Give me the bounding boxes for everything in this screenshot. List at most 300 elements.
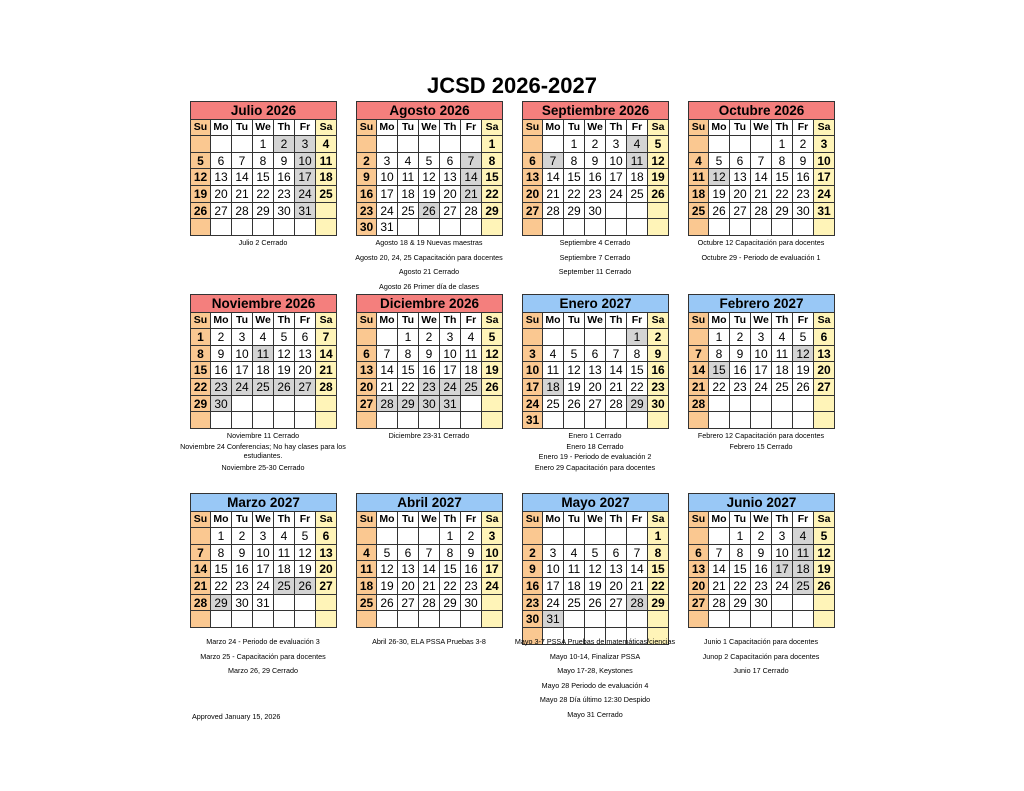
empty-cell [419, 528, 440, 545]
day-cell: 10 [482, 545, 503, 562]
month-title: Noviembre 2026 [191, 295, 337, 313]
weekday-label: We [751, 512, 772, 528]
note-line: Septiembre 4 Cerrado [559, 238, 631, 247]
empty-cell [253, 412, 274, 429]
day-cell: 4 [316, 136, 337, 153]
day-cell: 27 [357, 396, 377, 413]
empty-cell [419, 611, 440, 628]
empty-cell [357, 528, 377, 545]
weekday-label: Tu [232, 512, 253, 528]
day-cell: 1 [627, 329, 648, 346]
empty-cell [730, 412, 751, 429]
day-cell: 3 [232, 329, 253, 346]
day-cell: 3 [751, 329, 772, 346]
day-cell: 28 [191, 595, 211, 612]
day-cell: 27 [398, 595, 419, 612]
weekday-label: Sa [814, 512, 835, 528]
day-cell: 13 [730, 169, 751, 186]
day-cell: 11 [689, 169, 709, 186]
empty-cell [627, 611, 648, 628]
empty-cell [793, 219, 814, 236]
empty-cell [232, 396, 253, 413]
month-title: Julio 2026 [191, 102, 337, 120]
empty-cell [316, 203, 337, 220]
note-line: Abril 26-30, ELA PSSA Pruebas 3-8 [372, 637, 486, 646]
empty-cell [606, 412, 627, 429]
day-cell: 17 [232, 362, 253, 379]
day-cell: 9 [211, 346, 232, 363]
day-cell: 9 [648, 346, 669, 363]
month-title: Septiembre 2026 [523, 102, 669, 120]
empty-cell [606, 203, 627, 220]
day-cell: 30 [523, 611, 543, 628]
month-title: Diciembre 2026 [357, 295, 503, 313]
day-cell: 8 [440, 545, 461, 562]
day-cell: 15 [709, 362, 730, 379]
day-cell: 5 [419, 153, 440, 170]
weekday-label: Th [440, 120, 461, 136]
weekday-label: Mo [709, 313, 730, 329]
empty-cell [232, 136, 253, 153]
day-cell: 2 [793, 136, 814, 153]
day-cell: 24 [772, 578, 793, 595]
day-cell: 22 [709, 379, 730, 396]
day-cell: 28 [232, 203, 253, 220]
weekday-label: We [751, 120, 772, 136]
day-cell: 15 [211, 561, 232, 578]
weekday-label: Sa [482, 313, 503, 329]
weekday-label: Fr [461, 120, 482, 136]
day-cell: 21 [627, 578, 648, 595]
day-cell: 12 [274, 346, 295, 363]
day-cell: 4 [274, 528, 295, 545]
weekday-label: Sa [482, 512, 503, 528]
day-cell: 6 [316, 528, 337, 545]
month-title: Octubre 2026 [689, 102, 835, 120]
day-cell: 14 [689, 362, 709, 379]
day-cell: 24 [440, 379, 461, 396]
empty-cell [211, 412, 232, 429]
weekday-label: We [585, 512, 606, 528]
weekday-label: Su [357, 512, 377, 528]
day-cell: 28 [709, 595, 730, 612]
note-line: Noviembre 24 Conferencias; No hay clases para los estudiantes. [180, 441, 346, 460]
empty-cell [627, 412, 648, 429]
day-cell: 5 [482, 329, 503, 346]
day-cell: 1 [253, 136, 274, 153]
empty-cell [211, 219, 232, 236]
day-cell: 7 [689, 346, 709, 363]
month-7 [522, 294, 669, 429]
weekday-label: Mo [377, 313, 398, 329]
day-cell: 30 [419, 396, 440, 413]
day-cell: 22 [627, 379, 648, 396]
day-cell: 25 [316, 186, 337, 203]
empty-cell [274, 396, 295, 413]
day-cell: 10 [232, 346, 253, 363]
empty-cell [316, 611, 337, 628]
day-cell: 25 [793, 578, 814, 595]
weekday-label: Mo [211, 120, 232, 136]
weekday-label: We [419, 313, 440, 329]
day-cell: 25 [461, 379, 482, 396]
empty-cell [751, 396, 772, 413]
empty-cell [751, 412, 772, 429]
empty-cell [606, 329, 627, 346]
day-cell: 27 [814, 379, 835, 396]
month-2 [356, 101, 503, 236]
day-cell: 26 [648, 186, 669, 203]
empty-cell [793, 595, 814, 612]
note-line: Marzo 24 - Periodo de evaluación 3 [206, 637, 320, 646]
day-cell: 25 [564, 595, 585, 612]
day-cell: 5 [585, 545, 606, 562]
calendar-title: JCSD 2026-2027 [426, 73, 597, 98]
day-cell: 21 [191, 578, 211, 595]
day-cell: 6 [440, 153, 461, 170]
weekday-label: Su [357, 313, 377, 329]
empty-cell [191, 136, 211, 153]
day-cell: 22 [398, 379, 419, 396]
day-cell: 8 [398, 346, 419, 363]
day-cell: 5 [377, 545, 398, 562]
day-cell: 28 [751, 203, 772, 220]
day-cell: 16 [793, 169, 814, 186]
empty-cell [377, 412, 398, 429]
day-cell: 19 [564, 379, 585, 396]
empty-cell [585, 611, 606, 628]
day-cell: 13 [814, 346, 835, 363]
note-line: Mayo 28 Periodo de evaluación 4 [541, 680, 649, 690]
weekday-label: Fr [461, 313, 482, 329]
day-cell: 26 [793, 379, 814, 396]
day-cell: 3 [772, 528, 793, 545]
empty-cell [648, 203, 669, 220]
day-cell: 1 [772, 136, 793, 153]
weekday-label: Sa [648, 120, 669, 136]
weekday-label: Fr [627, 313, 648, 329]
weekday-label: Tu [398, 512, 419, 528]
day-cell: 27 [295, 379, 316, 396]
day-cell: 20 [523, 186, 543, 203]
empty-cell [440, 611, 461, 628]
day-cell: 5 [564, 346, 585, 363]
weekday-label: Th [606, 120, 627, 136]
day-cell: 20 [295, 362, 316, 379]
weekday-label: Fr [461, 512, 482, 528]
empty-cell [772, 595, 793, 612]
weekday-label: Mo [377, 512, 398, 528]
weekday-label: Tu [730, 313, 751, 329]
month-title: Abril 2027 [357, 494, 503, 512]
day-cell: 22 [191, 379, 211, 396]
empty-cell [730, 219, 751, 236]
note-line: Mayo 3-7 PSSA Pruebas de matemáticas/ciencias [514, 637, 676, 646]
weekday-label: Su [191, 120, 211, 136]
empty-cell [772, 412, 793, 429]
day-cell: 7 [461, 153, 482, 170]
weekday-label: Fr [295, 313, 316, 329]
day-cell: 27 [316, 578, 337, 595]
weekday-label: Tu [398, 313, 419, 329]
day-cell: 16 [357, 186, 377, 203]
day-cell: 8 [772, 153, 793, 170]
empty-cell [440, 219, 461, 236]
day-cell: 11 [253, 346, 274, 363]
day-cell: 6 [398, 545, 419, 562]
weekday-label: Mo [543, 512, 564, 528]
day-cell: 17 [482, 561, 503, 578]
day-cell: 30 [648, 396, 669, 413]
month-3 [522, 101, 669, 236]
day-cell: 5 [814, 528, 835, 545]
day-cell: 8 [709, 346, 730, 363]
day-cell: 5 [295, 528, 316, 545]
day-cell: 13 [295, 346, 316, 363]
day-cell: 5 [191, 153, 211, 170]
day-cell: 13 [585, 362, 606, 379]
day-cell: 26 [564, 396, 585, 413]
month-4 [688, 101, 835, 236]
day-cell: 11 [543, 362, 564, 379]
day-cell: 29 [211, 595, 232, 612]
day-cell: 30 [585, 203, 606, 220]
day-cell: 2 [211, 329, 232, 346]
empty-cell [689, 329, 709, 346]
empty-cell [316, 219, 337, 236]
day-cell: 23 [274, 186, 295, 203]
weekday-label: Su [689, 313, 709, 329]
day-cell: 12 [482, 346, 503, 363]
day-cell: 21 [751, 186, 772, 203]
empty-cell [377, 136, 398, 153]
day-cell: 30 [793, 203, 814, 220]
day-cell: 16 [211, 362, 232, 379]
day-cell: 24 [482, 578, 503, 595]
day-cell: 27 [730, 203, 751, 220]
empty-cell [814, 595, 835, 612]
day-cell: 15 [772, 169, 793, 186]
day-cell: 7 [191, 545, 211, 562]
weekday-label: Su [357, 120, 377, 136]
day-cell: 16 [461, 561, 482, 578]
empty-cell [564, 219, 585, 236]
empty-cell [211, 136, 232, 153]
weekday-label: Su [523, 120, 543, 136]
day-cell: 26 [709, 203, 730, 220]
day-cell: 24 [543, 595, 564, 612]
empty-cell [253, 219, 274, 236]
day-cell: 8 [482, 153, 503, 170]
day-cell: 31 [543, 611, 564, 628]
empty-cell [398, 528, 419, 545]
empty-cell [440, 412, 461, 429]
day-cell: 11 [627, 153, 648, 170]
day-cell: 5 [648, 136, 669, 153]
day-cell: 14 [461, 169, 482, 186]
empty-cell [357, 136, 377, 153]
day-cell: 23 [419, 379, 440, 396]
day-cell: 26 [585, 595, 606, 612]
day-cell: 6 [295, 329, 316, 346]
day-cell: 29 [564, 203, 585, 220]
note-line: Mayo 31 Cerrado [567, 709, 623, 719]
day-cell: 9 [357, 169, 377, 186]
day-cell: 11 [357, 561, 377, 578]
day-cell: 1 [440, 528, 461, 545]
day-cell: 29 [253, 203, 274, 220]
note-line: Mayo 17-28, Keystones [557, 666, 633, 675]
day-cell: 28 [606, 396, 627, 413]
day-cell: 9 [232, 545, 253, 562]
empty-cell [689, 528, 709, 545]
empty-cell [523, 329, 543, 346]
day-cell: 1 [730, 528, 751, 545]
empty-cell [751, 611, 772, 628]
day-cell: 29 [191, 396, 211, 413]
empty-cell [564, 412, 585, 429]
day-cell: 21 [232, 186, 253, 203]
empty-cell [274, 611, 295, 628]
day-cell: 14 [606, 362, 627, 379]
day-cell: 2 [648, 329, 669, 346]
day-cell: 28 [419, 595, 440, 612]
day-cell: 3 [543, 545, 564, 562]
empty-cell [253, 396, 274, 413]
empty-cell [689, 412, 709, 429]
weekday-label: Tu [730, 512, 751, 528]
empty-cell [689, 611, 709, 628]
day-cell: 11 [398, 169, 419, 186]
month-title: Febrero 2027 [689, 295, 835, 313]
day-cell: 31 [523, 412, 543, 429]
empty-cell [419, 136, 440, 153]
empty-cell [316, 396, 337, 413]
day-cell: 11 [461, 346, 482, 363]
note-line: Febrero 12 Capacitación para docentes [697, 431, 825, 440]
note-line: Enero 1 Cerrado [568, 431, 622, 440]
day-cell: 19 [274, 362, 295, 379]
day-cell: 7 [606, 346, 627, 363]
empty-cell [440, 136, 461, 153]
day-cell: 23 [585, 186, 606, 203]
day-cell: 15 [564, 169, 585, 186]
empty-cell [627, 528, 648, 545]
day-cell: 25 [543, 396, 564, 413]
note-line: Junop 2 Capacitación para docentes [702, 651, 820, 661]
day-cell: 4 [357, 545, 377, 562]
day-cell: 28 [689, 396, 709, 413]
day-cell: 17 [377, 186, 398, 203]
day-cell: 2 [274, 136, 295, 153]
day-cell: 14 [751, 169, 772, 186]
day-cell: 19 [191, 186, 211, 203]
day-cell: 19 [482, 362, 503, 379]
weekday-label: Th [772, 512, 793, 528]
day-cell: 7 [751, 153, 772, 170]
weekday-label: Th [274, 313, 295, 329]
day-cell: 13 [689, 561, 709, 578]
day-cell: 23 [648, 379, 669, 396]
day-cell: 20 [316, 561, 337, 578]
day-cell: 19 [793, 362, 814, 379]
day-cell: 1 [398, 329, 419, 346]
weekday-label: Su [191, 512, 211, 528]
day-cell: 20 [730, 186, 751, 203]
weekday-label: Fr [793, 313, 814, 329]
day-cell: 2 [585, 136, 606, 153]
empty-cell [751, 219, 772, 236]
empty-cell [232, 219, 253, 236]
weekday-label: Tu [232, 313, 253, 329]
empty-cell [232, 412, 253, 429]
day-cell: 10 [253, 545, 274, 562]
day-cell: 19 [295, 561, 316, 578]
weekday-label: We [253, 120, 274, 136]
empty-cell [191, 412, 211, 429]
empty-cell [461, 219, 482, 236]
day-cell: 18 [543, 379, 564, 396]
weekday-label: Th [772, 313, 793, 329]
note-line: Enero 29 Capacitación para docentes [534, 462, 656, 472]
weekday-label: Fr [793, 512, 814, 528]
day-cell: 25 [772, 379, 793, 396]
weekday-label: Mo [543, 313, 564, 329]
day-cell: 25 [274, 578, 295, 595]
day-cell: 9 [730, 346, 751, 363]
month-title: Agosto 2026 [357, 102, 503, 120]
day-cell: 23 [793, 186, 814, 203]
empty-cell [543, 528, 564, 545]
empty-cell [564, 528, 585, 545]
day-cell: 17 [295, 169, 316, 186]
empty-cell [606, 219, 627, 236]
day-cell: 25 [253, 379, 274, 396]
empty-cell [316, 412, 337, 429]
day-cell: 27 [523, 203, 543, 220]
weekday-label: We [585, 120, 606, 136]
day-cell: 14 [191, 561, 211, 578]
day-cell: 14 [543, 169, 564, 186]
day-cell: 15 [398, 362, 419, 379]
empty-cell [295, 595, 316, 612]
note-line: Diciembre 23-31 Cerrado [388, 431, 470, 440]
day-cell: 28 [461, 203, 482, 220]
empty-cell [793, 611, 814, 628]
weekday-label: Th [606, 512, 627, 528]
note-line: Marzo 25 - Capacitación para docentes [200, 651, 326, 661]
empty-cell [585, 528, 606, 545]
day-cell: 4 [689, 153, 709, 170]
day-cell: 17 [543, 578, 564, 595]
empty-cell [627, 219, 648, 236]
note-line: Junio 1 Capacitación para docentes [703, 637, 819, 646]
day-cell: 30 [232, 595, 253, 612]
month-12 [688, 493, 835, 628]
weekday-label: Sa [648, 313, 669, 329]
day-cell: 18 [253, 362, 274, 379]
day-cell: 31 [377, 219, 398, 236]
empty-cell [398, 219, 419, 236]
day-cell: 26 [482, 379, 503, 396]
day-cell: 20 [585, 379, 606, 396]
day-cell: 10 [523, 362, 543, 379]
weekday-label: Th [606, 313, 627, 329]
weekday-label: We [253, 512, 274, 528]
empty-cell [543, 136, 564, 153]
weekday-label: Su [689, 512, 709, 528]
weekday-label: Tu [564, 512, 585, 528]
